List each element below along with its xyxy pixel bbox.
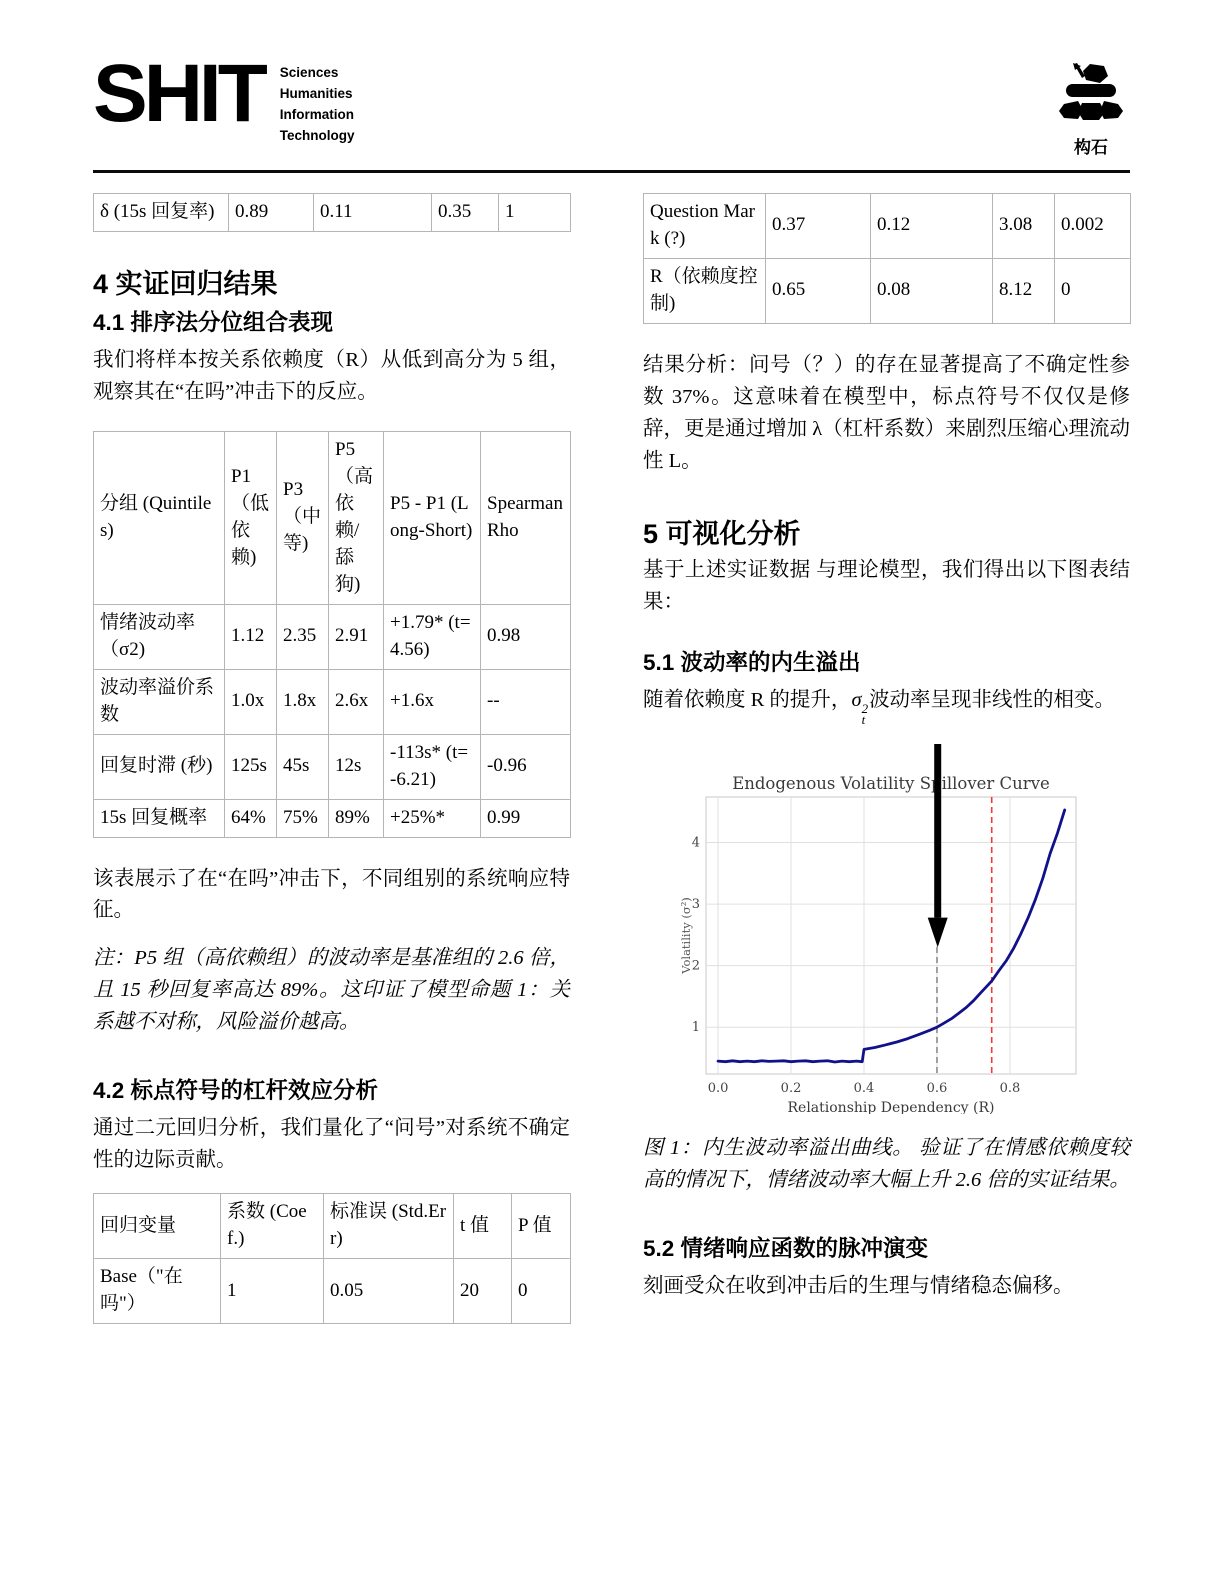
table-row — [94, 1259, 571, 1324]
table-cell: -- — [481, 669, 571, 734]
table-row — [94, 799, 571, 837]
section-4-2-paragraph: 通过二元回归分析，我们量化了“问号”对系统不确定性的边际贡献。 — [93, 1117, 570, 1172]
table-row — [94, 604, 571, 669]
rock-pile-icon — [1052, 60, 1130, 132]
table-cell: 64% — [225, 799, 277, 837]
table-cell: P5 （高依赖/舔狗) — [329, 431, 384, 604]
table-cell: 0.11 — [314, 194, 432, 232]
svg-text:Endogenous Volatility Spillove: Endogenous Volatility Spillover Curve — [732, 774, 1050, 794]
table-cell: +25%* — [384, 799, 481, 837]
svg-text:1: 1 — [691, 1020, 700, 1036]
two-column-body — [0, 173, 1224, 1324]
journal-logo-word: SHIT — [93, 48, 264, 139]
table-cell: -113s* (t=-6.21) — [384, 734, 481, 799]
table-row — [644, 194, 1131, 259]
table-note: 注：P5 组（高依赖组）的波动率是基准组的 2.6 倍，且 15 秒回复率高达 89%。这印证了模型命题 1：关系越不对称，风险溢价越高。 — [93, 947, 570, 1034]
table-cell: R（依赖度控制) — [644, 258, 766, 323]
org-logo — [1052, 60, 1130, 158]
table-row — [94, 194, 571, 232]
table-cell: 回复时滞 (秒) — [94, 734, 225, 799]
table-cell: 45s — [277, 734, 329, 799]
table-row — [94, 734, 571, 799]
table-cell: -0.96 — [481, 734, 571, 799]
journal-logo-sublines — [280, 56, 355, 147]
section-4-2-title: 4.2 标点符号的杠杆效应分析 — [93, 1078, 379, 1104]
logo-subline: Humanities — [279, 85, 353, 101]
table-cell: 1 — [499, 194, 571, 232]
paragraph-text: 随着依赖度 R 的提升， — [643, 688, 852, 711]
section-4-title: 4 实证回归结果 — [93, 268, 278, 299]
section-5-2-title: 5.2 情绪响应函数的脉冲演变 — [643, 1236, 929, 1261]
section-4-1-paragraph: 我们将样本按关系依赖度（R）从低到高分为 5 组，观察其在“在吗”冲击下的反应。 — [93, 348, 570, 403]
table-cell: 0 — [1055, 258, 1131, 323]
table-cell: +1.6x — [384, 669, 481, 734]
punctuation-regression-table — [93, 1193, 571, 1324]
table-cell: 75% — [277, 799, 329, 837]
table-cell: 系数 (Coef.) — [221, 1194, 324, 1259]
svg-text:0.6: 0.6 — [926, 1081, 948, 1097]
table-cell: 3.08 — [993, 194, 1055, 259]
table-cell: 2.91 — [329, 604, 384, 669]
sigma-symbol: σ — [851, 688, 862, 711]
table-cell: 0.37 — [766, 194, 871, 259]
table-cell: 波动率溢价系数 — [94, 669, 225, 734]
table-cell: 0.89 — [229, 194, 314, 232]
table-cell: 情绪波动率（σ2) — [94, 604, 225, 669]
paragraph-text: 波动率呈现非线性的相变。 — [869, 688, 1116, 711]
table-cell: 125s — [225, 734, 277, 799]
sigma-sub-sup — [861, 700, 869, 728]
org-logo-label: 构石 — [1074, 138, 1108, 157]
table-summary-paragraph: 该表展示了在“在吗”冲击下，不同组别的系统响应特征。 — [93, 867, 570, 922]
quintile-table — [93, 431, 571, 838]
table-cell: 2.35 — [277, 604, 329, 669]
table-cell: Base（"在吗"） — [94, 1259, 221, 1324]
table-cell: 0.12 — [871, 194, 993, 259]
table-cell: 0.65 — [766, 258, 871, 323]
table-row — [644, 258, 1131, 323]
svg-text:Relationship Dependency (R): Relationship Dependency (R) — [787, 1100, 995, 1115]
figure-1 — [680, 742, 1130, 1119]
svg-text:0.0: 0.0 — [707, 1081, 729, 1097]
table-cell: 标准误 (Std.Err) — [324, 1194, 454, 1259]
svg-text:4: 4 — [691, 835, 700, 851]
svg-text:2: 2 — [691, 958, 700, 974]
svg-text:0.8: 0.8 — [999, 1081, 1021, 1097]
table-cell: 1.0x — [225, 669, 277, 734]
table-cell: 1.12 — [225, 604, 277, 669]
svg-text:3: 3 — [691, 897, 700, 913]
sigma-superscript: 2 — [861, 700, 869, 716]
svg-text:0.4: 0.4 — [853, 1081, 875, 1097]
table-cell: 8.12 — [993, 258, 1055, 323]
table-cell: t 值 — [454, 1194, 512, 1259]
delta-table — [93, 193, 571, 232]
svg-text:Volatility (σ²): Volatility (σ²) — [680, 897, 693, 974]
table-cell: 回归变量 — [94, 1194, 221, 1259]
table-cell: 1.8x — [277, 669, 329, 734]
left-column — [93, 193, 570, 1324]
section-5-1-paragraph — [643, 685, 1130, 726]
svg-text:0.2: 0.2 — [780, 1081, 802, 1097]
table-cell: P1 （低依赖) — [225, 431, 277, 604]
table-cell: 0.002 — [1055, 194, 1131, 259]
figure-1-caption: 图 1：内生波动率溢出曲线。 验证了在情感依赖度较高的情况下，情绪波动率大幅上升 2.6 倍的实证结果。 — [643, 1137, 1130, 1192]
right-column — [643, 193, 1130, 1319]
journal-logo — [93, 48, 355, 147]
table-header-row — [94, 1194, 571, 1259]
table-cell: 0.35 — [432, 194, 499, 232]
table-row — [94, 669, 571, 734]
table-header-row — [94, 431, 571, 604]
section-5-1-title: 5.1 波动率的内生溢出 — [643, 649, 861, 675]
table-cell: Spearman Rho — [481, 431, 571, 604]
table-cell: 89% — [329, 799, 384, 837]
regression-table-continued — [643, 193, 1131, 324]
table-cell: 0.08 — [871, 258, 993, 323]
analysis-paragraph: 结果分析：问号（？）的存在显著提高了不确定性参数 37%。这意味着在模型中，标点符号不仅仅是修辞，更是通过增加 λ（杠杆系数）来剧烈压缩心理流动性 L。 — [643, 353, 1130, 472]
page-header — [0, 0, 1224, 158]
sigma-subscript: t — [861, 712, 866, 728]
table-cell: δ (15s 回复率) — [94, 194, 229, 232]
table-cell: 0.99 — [481, 799, 571, 837]
section-5-2-paragraph: 刻画受众在收到冲击后的生理与情绪稳态偏移。 — [643, 1275, 1074, 1297]
table-cell: P3 （中等) — [277, 431, 329, 604]
volatility-chart — [680, 742, 1080, 1114]
table-cell: 15s 回复概率 — [94, 799, 225, 837]
table-cell: 2.6x — [329, 669, 384, 734]
table-cell: 20 — [454, 1259, 512, 1324]
section-4-1-title: 4.1 排序法分位组合表现 — [93, 309, 334, 335]
table-cell: 0.98 — [481, 604, 571, 669]
table-cell: 1 — [221, 1259, 324, 1324]
logo-subline: Information — [279, 106, 355, 122]
logo-subline: Sciences — [279, 65, 339, 80]
table-cell: 0 — [512, 1259, 571, 1324]
section-5-title: 5 可视化分析 — [643, 518, 801, 549]
table-cell: Question Mark (?) — [644, 194, 766, 259]
table-cell: +1.79* (t=4.56) — [384, 604, 481, 669]
table-cell: P5 - P1 (Long-Short) — [384, 431, 481, 604]
table-cell: 12s — [329, 734, 384, 799]
table-cell: 0.05 — [324, 1259, 454, 1324]
logo-subline: Technology — [279, 127, 355, 143]
table-cell: 分组 (Quintiles) — [94, 431, 225, 604]
table-cell: P 值 — [512, 1194, 571, 1259]
section-5-paragraph: 基于上述实证数据 与理论模型，我们得出以下图表结果： — [643, 558, 1130, 613]
